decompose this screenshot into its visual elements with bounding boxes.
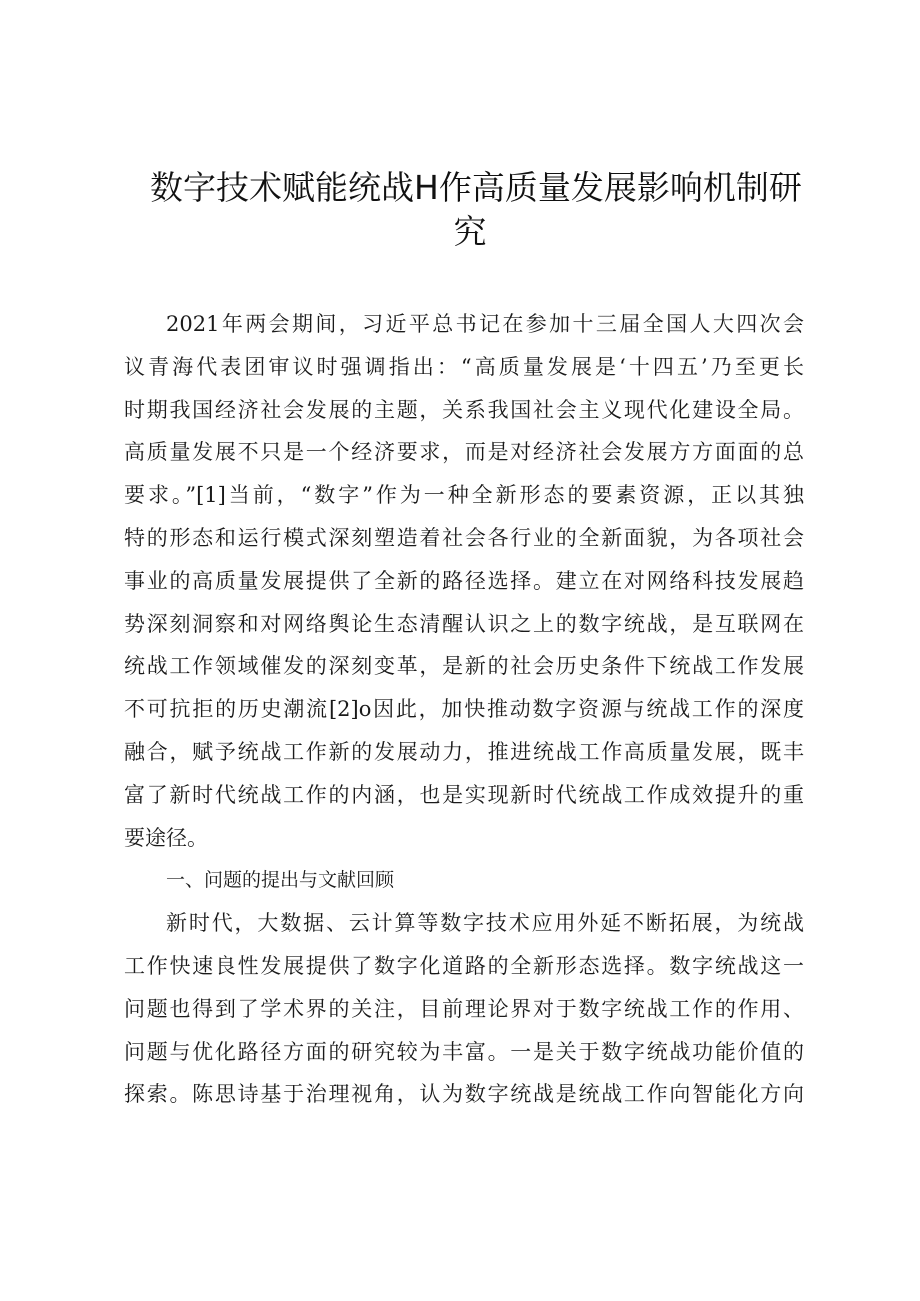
title-line: 数字技术赋能统战H作高质量发展影响机制研 <box>150 168 802 207</box>
paragraph-line: 事业的高质量发展提供了全新的路径选择。建立在对网络科技发展趋 <box>124 568 804 593</box>
paragraph-line: 探索。陈思诗基于治理视角，认为数字统战是统战工作向智能化方向 <box>124 1082 804 1107</box>
paragraph-1 <box>124 303 804 859</box>
paragraph-line: 议青海代表团审议时强调指出：“高质量发展是‘十四五’乃至更长 <box>124 354 804 379</box>
paragraph-line: 高质量发展不只是一个经济要求，而是对经济社会发展方方面面的总 <box>124 440 804 465</box>
paragraph-line: 2021年两会期间，习近平总书记在参加十三届全国人大四次会 <box>166 312 804 336</box>
paragraph-line: 统战工作领域催发的深刻变革，是新的社会历史条件下统战工作发展 <box>124 654 804 679</box>
paragraph-line: 富了新时代统战工作的内涵，也是实现新时代统战工作成效提升的重 <box>124 782 804 807</box>
document-body <box>124 303 804 1116</box>
section-heading: 一、问题的提出与文献回顾 <box>166 869 395 892</box>
paragraph-line: 要途径。 <box>124 825 208 850</box>
paragraph-line: 新时代，大数据、云计算等数字技术应用外延不断拓展，为统战 <box>166 911 804 936</box>
paragraph-line: 工作快速良性发展提供了数字化道路的全新形态选择。数字统战这一 <box>124 953 804 978</box>
paragraph-line: 问题也得到了学术界的关注，目前理论界对于数字统战工作的作用、 <box>124 996 804 1021</box>
paragraph-line: 要求。”[1]当前，“数字”作为一种全新形态的要素资源，正以其独 <box>124 483 804 508</box>
document-title <box>150 166 802 254</box>
paragraph-line: 时期我国经济社会发展的主题，关系我国社会主义现代化建设全局。 <box>124 397 804 422</box>
paragraph-2 <box>124 902 804 1116</box>
title-line: 究 <box>453 212 487 251</box>
paragraph-line: 融合，赋予统战工作新的发展动力，推进统战工作高质量发展，既丰 <box>124 739 804 764</box>
paragraph-line: 不可抗拒的历史潮流[2]o因此，加快推动数字资源与统战工作的深度 <box>124 697 804 722</box>
paragraph-line: 势深刻洞察和对网络舆论生态清醒认识之上的数字统战，是互联网在 <box>124 611 804 636</box>
paragraph-line: 特的形态和运行模式深刻塑造着社会各行业的全新面貌，为各项社会 <box>124 525 804 550</box>
paragraph-line: 问题与优化路径方面的研究较为丰富。一是关于数字统战功能价值的 <box>124 1039 804 1064</box>
